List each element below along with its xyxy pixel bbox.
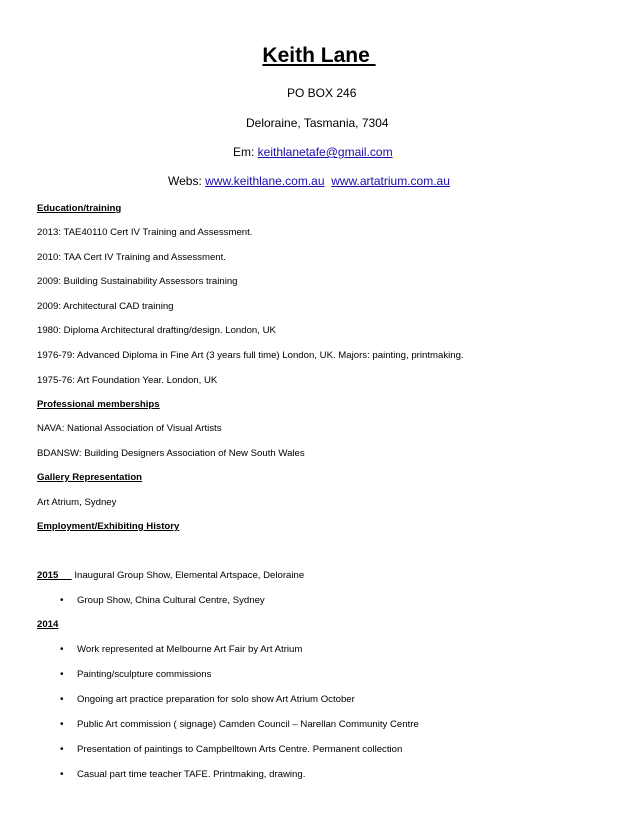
education-heading: Education/training — [37, 203, 122, 214]
education-item: 2009: Architectural CAD training — [37, 301, 174, 312]
year-2015-line — [37, 570, 304, 582]
bullet-icon: • — [60, 669, 64, 680]
education-item: 2010: TAA Cert IV Training and Assessment. — [37, 252, 226, 263]
list-item: Presentation of paintings to Campbelltown Arts Centre. Permanent collection — [77, 744, 403, 755]
gallery-heading: Gallery Representation — [37, 472, 143, 483]
membership-item: NAVA: National Association of Visual Artists — [37, 423, 222, 434]
webs-label: Webs: — [168, 174, 206, 188]
list-item: Work represented at Melbourne Art Fair by Art Atrium — [77, 644, 303, 655]
list-item: Ongoing art practice preparation for solo show Art Atrium October — [77, 694, 355, 705]
po-box: PO BOX 246 — [287, 86, 357, 100]
year-2014: 2014 — [37, 619, 59, 630]
bullet-icon: • — [60, 595, 64, 606]
list-item: Group Show, China Cultural Centre, Sydney — [77, 595, 265, 606]
list-item: Public Art commission ( signage) Camden Council – Narellan Community Centre — [77, 719, 419, 730]
gallery-item: Art Atrium, Sydney — [37, 497, 117, 508]
list-item: Painting/sculpture commissions — [77, 669, 212, 680]
bullet-icon: • — [60, 644, 64, 655]
membership-item: BDANSW: Building Designers Association of New South Wales — [37, 448, 305, 459]
employment-heading: Employment/Exhibiting History — [37, 521, 180, 532]
email-line — [233, 145, 393, 159]
education-item: 1976-79: Advanced Diploma in Fine Art (3 years full time) London, UK. Majors: painting, printmaking. — [37, 350, 464, 361]
website-link-artatrium[interactable]: www.artatrium.com.au — [331, 174, 450, 188]
memberships-heading: Professional memberships — [37, 399, 160, 410]
education-item: 2013: TAE40110 Cert IV Training and Assessment. — [37, 227, 253, 238]
resume-name: Keith Lane — [262, 44, 376, 67]
email-label: Em: — [233, 145, 258, 159]
year-2015: 2015 — [37, 570, 72, 581]
email-link[interactable]: keithlanetafe@gmail.com — [257, 145, 393, 159]
education-item: 1975-76: Art Foundation Year. London, UK — [37, 375, 218, 386]
year-2015-text: Inaugural Group Show, Elemental Artspace, Deloraine — [71, 570, 305, 581]
bullet-icon: • — [60, 744, 64, 755]
education-item: 2009: Building Sustainability Assessors training — [37, 276, 238, 287]
list-item: Casual part time teacher TAFE. Printmaking, drawing. — [77, 769, 306, 780]
bullet-icon: • — [60, 694, 64, 705]
location: Deloraine, Tasmania, 7304 — [246, 116, 389, 130]
education-item: 1980: Diploma Architectural drafting/design. London, UK — [37, 325, 276, 336]
bullet-icon: • — [60, 769, 64, 780]
webs-line — [168, 174, 450, 188]
bullet-icon: • — [60, 719, 64, 730]
website-link-keithlane[interactable]: www.keithlane.com.au — [205, 174, 325, 188]
